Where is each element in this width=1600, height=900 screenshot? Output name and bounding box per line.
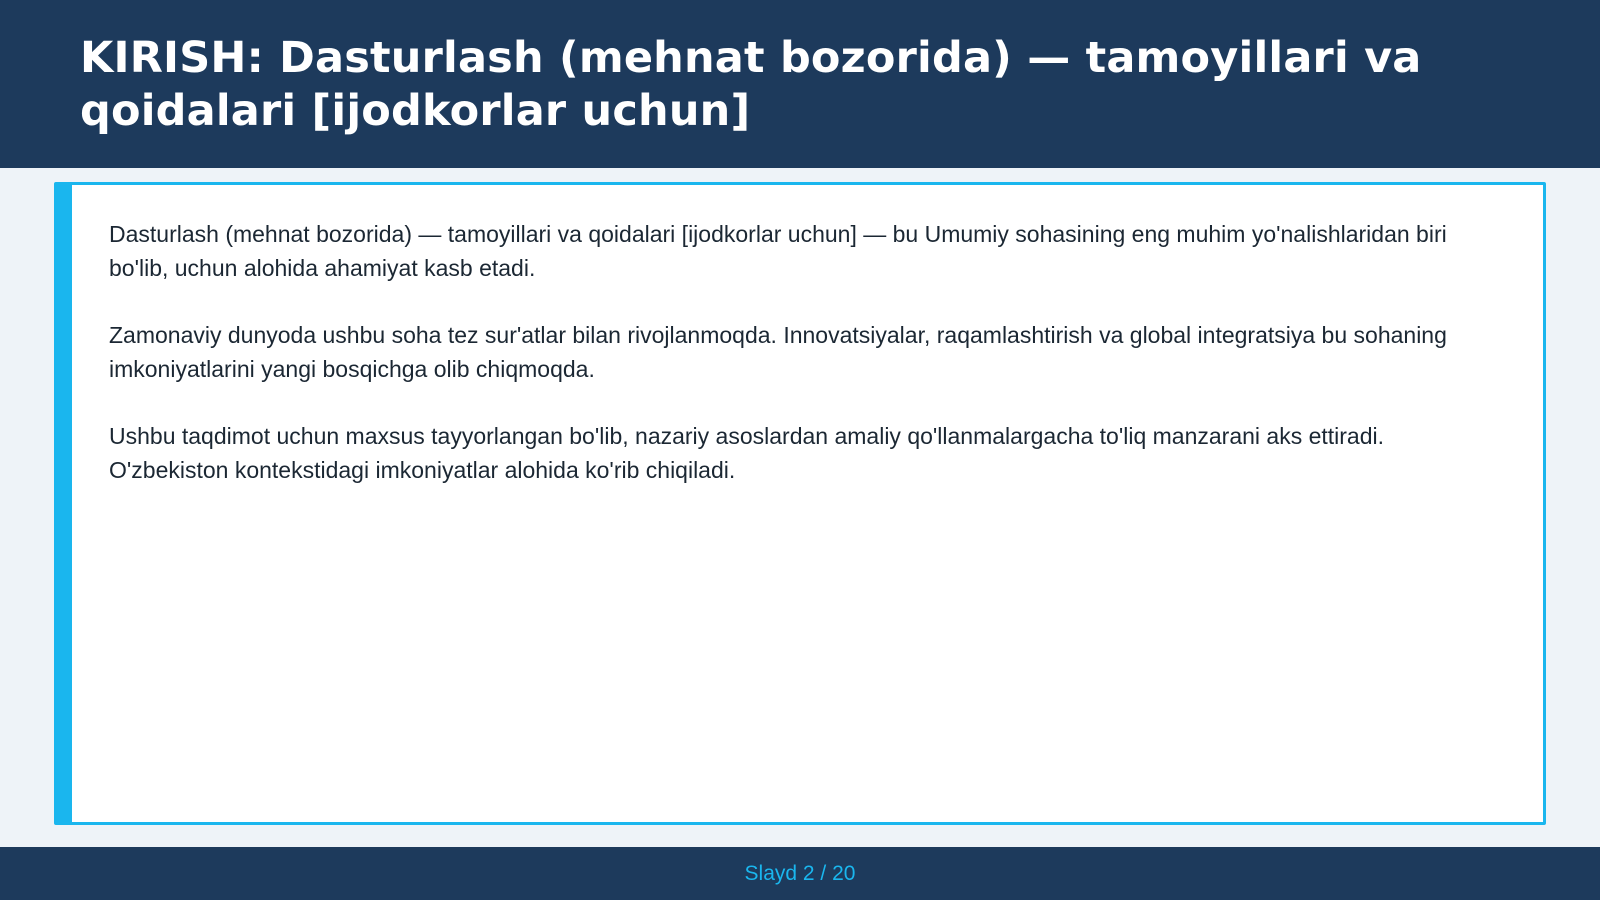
content-card (54, 182, 1546, 825)
paragraph-presentation-scope: Ushbu taqdimot uchun maxsus tayyorlangan bo'lib, nazariy asoslardan amaliy qo'llanmalargacha to'liq manzarani aks ettiradi. O'zbekiston kontekstidagi imkoniyatlar alohida ko'rib chiqiladi. (109, 423, 1385, 483)
paragraph-modern-world: Zamonaviy dunyoda ushbu soha tez sur'atlar bilan rivojlanmoqda. Innovatsiyalar, raqamlashtirish va global integratsiya bu sohaning imkoniyatlarini yangi bosqichga olib chiqmoqda. (109, 322, 1447, 382)
slide-footer (0, 847, 1600, 900)
slide-title: KIRISH: Dasturlash (mehnat bozorida) — tamoyillari va qoidalari [ijodkorlar uchun] (80, 33, 1422, 136)
slide-header (0, 0, 1600, 168)
slide-counter: Slayd 2 / 20 (744, 861, 856, 885)
paragraph-intro: Dasturlash (mehnat bozorida) — tamoyillari va qoidalari [ijodkorlar uchun] — bu Umumiy sohasining eng muhim yo'nalishlaridan biri bo'lib, uchun alohida ahamiyat kasb etadi. (109, 221, 1447, 281)
